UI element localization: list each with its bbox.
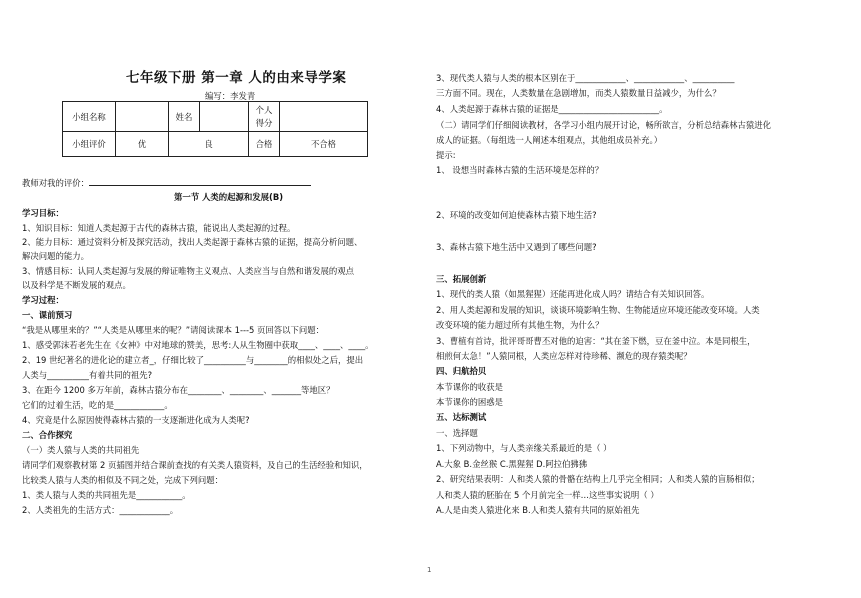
test-question-1: 1、下列动物中，与人类亲缘关系最近的是（ ） xyxy=(436,443,612,453)
extension-3b: 相煎何太急！”人猿同根，人类应怎样对待珍稀、濒危的现存猿类呢？ xyxy=(436,351,692,361)
page-number: 1 xyxy=(427,566,432,574)
test-question-2a: 2、研究结果表明：人和类人猿的骨骼在结构上几乎完全相同；人和类人猿的盲肠相似； xyxy=(436,474,760,484)
review-confusion: 本节课你的困惑是 xyxy=(436,397,503,407)
preview-heading: 一、课前预习 xyxy=(22,310,73,320)
question-1: 1、感受郭沫若老先生在《女神》中对地球的赞美，思考:人从生物圈中获取____、____、____。 xyxy=(22,340,374,350)
coop-question-2: 2、人类祖先的生活方式：____________。 xyxy=(22,505,179,515)
right-q4: 4、人类起源于森林古猿的证据是________________________。 xyxy=(436,104,668,114)
goal-2b: 解决问题的能力。 xyxy=(22,251,89,261)
choice-heading: 一、选择题 xyxy=(436,428,478,438)
test-question-2b: 人和类人猿的胚胎在 5 个月前完全一样…这些事实说明（ ） xyxy=(436,490,659,500)
review-gain: 本节课你的收获是 xyxy=(436,382,503,392)
question-2a: 2、19 世纪著名的进化论的建立者_，仔细比较了__________与________的相似处之后，提出 xyxy=(22,355,364,365)
coop-intro-a: 请同学们观察教材第 2 页插图并结合课前查找的有关类人猿资料，及自己的生活经验和知识， xyxy=(22,460,368,470)
personal-score-label-2: 得分 xyxy=(255,117,273,128)
right-q3: 3、现代类人猿与人类的根本区别在于____________、____________、__________ xyxy=(436,73,735,83)
hint-1: 1、 设想当时森林古猿的生活环境是怎样的？ xyxy=(436,165,604,175)
extension-3a: 3、曹植有首诗，批评哥哥曹丕对他的迫害：“其在釜下燃，豆在釜中泣。本是同根生， xyxy=(436,336,756,346)
name-cell[interactable] xyxy=(200,102,249,132)
name-label: 姓名 xyxy=(169,102,200,132)
hint-2: 2、环境的改变如何迫使森林古猿下地生活? xyxy=(436,210,597,220)
grade-pass[interactable]: 合格 xyxy=(249,132,280,157)
coop-intro-b: 比较类人猿与人类的相似及不同之处，完成下列问题： xyxy=(22,475,223,485)
grade-good[interactable]: 良 xyxy=(169,132,249,157)
question-3a: 3、在距今 1200 多万年前，森林古猿分布在________、________、_______等地区？ xyxy=(22,385,335,395)
question-4: 4、究竟是什么原因使得森林古猿的一支逐渐进化成为人类呢? xyxy=(22,415,250,425)
group-eval-table xyxy=(62,101,368,157)
personal-score-cell[interactable] xyxy=(280,102,368,132)
goal-1: 1、知识目标：知道人类起源于古代的森林古猿，能说出人类起源的过程。 xyxy=(22,223,296,233)
coop-sub: （一）类人猿与人类的共同祖先 xyxy=(22,445,140,455)
question-3b: 它们的过着生活，吃的是____________。 xyxy=(22,400,173,410)
personal-score-label xyxy=(249,102,280,132)
goals-heading: 学习目标： xyxy=(22,208,64,218)
coop-question-1: 1、类人猿与人类的共同祖先是___________。 xyxy=(22,490,191,500)
test-question-1-options: A.大象 B.金丝猴 C.黑猩猩 D.阿拉伯狒狒 xyxy=(436,459,588,469)
right-discussion-cont: 成人的证据。（每组选一人阐述本组观点，其他组成员补充。） xyxy=(436,135,663,145)
coop-heading: 二、合作探究 xyxy=(22,430,73,440)
right-q3-cont: 三方面不同。现在，人类数量在急剧增加，而类人猿数量日益减少，为什么？ xyxy=(436,88,721,98)
grade-excellent[interactable]: 优 xyxy=(116,132,169,157)
teacher-eval xyxy=(22,176,311,189)
group-name-cell[interactable] xyxy=(116,102,169,132)
extension-1: 1、现代的类人猿（如黑猩猩）还能再进化成人吗？请结合有关知识回答。 xyxy=(436,289,710,299)
review-heading: 四、归航拾贝 xyxy=(436,366,487,376)
hint-label: 提示: xyxy=(436,150,456,160)
process-heading: 学习过程： xyxy=(22,295,64,305)
group-name-label: 小组名称 xyxy=(63,102,116,132)
extension-heading: 三、拓展创新 xyxy=(436,274,487,284)
teacher-eval-blank[interactable] xyxy=(89,176,311,186)
right-discussion: （二）请同学们仔细阅读教材，各学习小组内展开讨论，畅所欲言，分析总结森林古猿进化 xyxy=(436,120,771,130)
group-eval-label: 小组评价 xyxy=(63,132,116,157)
extension-2b: 改变环境的能力超过所有其他生物，为什么？ xyxy=(436,320,604,330)
grade-fail[interactable]: 不合格 xyxy=(280,132,368,157)
preview-intro: “我是从哪里来的？”“人类是从哪里来的呢？”请阅读课本 1---5 页回答以下问题： xyxy=(22,325,325,335)
document-title: 七年级下册 第一章 人的由来导学案 xyxy=(126,70,347,86)
test-heading: 五、达标测试 xyxy=(436,412,487,422)
extension-2a: 2、用人类起源和发展的知识，谈谈环境影响生物、生物能适应环境还能改变环境。人类 xyxy=(436,305,760,315)
editor-line: 编写：李发青 xyxy=(205,91,256,101)
hint-3: 3、森林古猿下地生活中又遇到了哪些问题? xyxy=(436,242,597,252)
goal-3b: 以及科学是不断发展的观点。 xyxy=(22,280,131,290)
question-2b: 人类与__________有着共同的祖先? xyxy=(22,370,153,380)
goal-3a: 3、情感目标：认同人类起源与发展的辩证唯物主义观点、人类应当与自然和谐发展的观点 xyxy=(22,266,354,276)
personal-score-label-1: 个人 xyxy=(255,104,273,115)
test-question-2-options: A.人是由类人猿进化来 B.人和类人猿有共同的原始祖先 xyxy=(436,505,640,515)
teacher-eval-label: 教师对我的评价： xyxy=(22,178,89,188)
goal-2a: 2、能力目标：通过资料分析及探究活动，找出人类起源于森林古猿的证据，提高分析问题、 xyxy=(22,237,363,247)
section-title: 第一节 人类的起源和发展(B) xyxy=(174,192,284,202)
